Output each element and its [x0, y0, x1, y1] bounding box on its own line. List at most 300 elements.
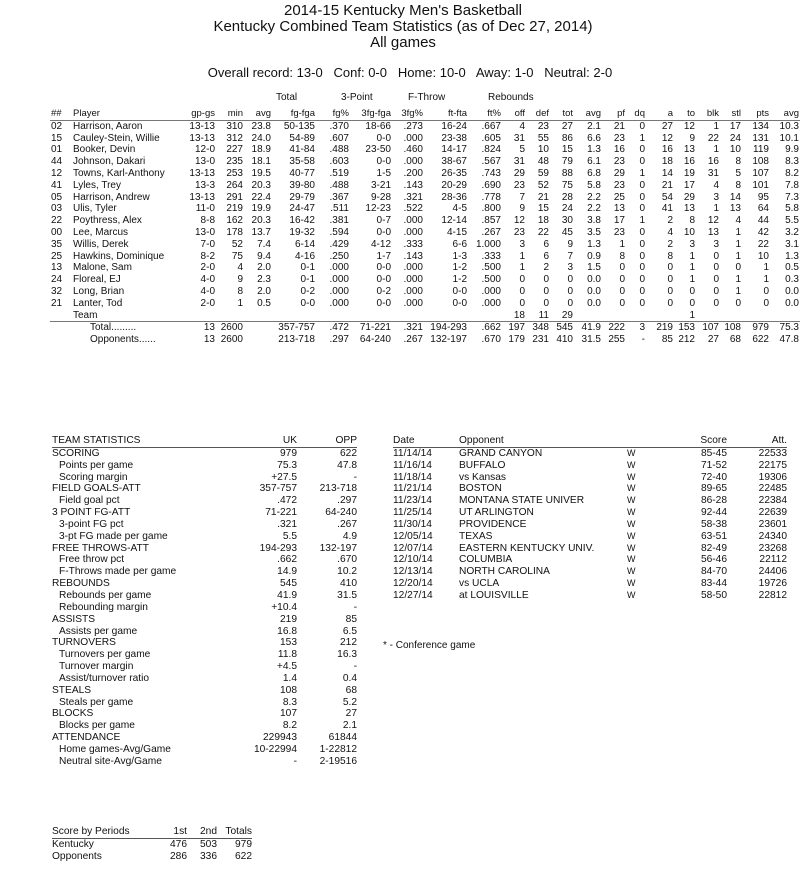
opponents-row-cell: 132-197 [430, 334, 467, 346]
player-cell: 0 [667, 297, 673, 309]
player-cell: .321 [403, 191, 423, 203]
player-cell: 0 [639, 203, 645, 215]
game-result: W [627, 447, 636, 458]
player-cell: 101 [752, 179, 769, 191]
total-row-cell: .321 [392, 322, 424, 334]
player-cell: 0.0 [785, 297, 799, 309]
team-stat-row [52, 602, 357, 614]
player-cell: 1 [519, 250, 525, 262]
col-header-16: dq [634, 108, 645, 119]
team-stat-label: 3-point FG pct [59, 518, 124, 530]
player-cell: .743 [481, 167, 501, 179]
player-cell: 8 [689, 215, 695, 227]
player-cell: 0 [639, 250, 645, 262]
player-cell: 17 [683, 179, 695, 191]
player-cell: 8 [735, 156, 741, 168]
player-cell: 1 [619, 238, 625, 250]
player-cell: 19 [683, 167, 695, 179]
opponents-row-cell: .670 [481, 334, 501, 346]
team-stat-opp: 27 [345, 708, 357, 720]
player-cell: 0 [567, 274, 573, 286]
group-rebounds-label: Rebounds [488, 92, 534, 103]
team-stat-uk: 194-293 [259, 542, 297, 554]
game-date: 11/14/14 [393, 447, 432, 459]
player-cell: 22 [51, 215, 63, 227]
team-stat-opp: - [353, 471, 357, 483]
game-opponent: GRAND CANYON [459, 447, 543, 459]
total-row-cell: 357-757 [272, 322, 316, 334]
schedule-row [393, 507, 787, 519]
opponents-row-cell: 179 [508, 334, 525, 346]
player-cell: .143 [403, 179, 423, 191]
team-stat-label: SCORING [52, 447, 100, 459]
player-cell: 55 [537, 132, 549, 144]
player-cell: 1-2 [452, 274, 467, 286]
player-cell: 13 [707, 226, 719, 238]
player-cell: 1 [689, 262, 695, 274]
conference-note: * - Conference game [383, 640, 476, 651]
player-cell: 0 [667, 262, 673, 274]
player-cell: .267 [481, 226, 501, 238]
total-row-cell: .662 [468, 322, 502, 334]
team-stat-uk: 229943 [263, 732, 297, 744]
team-row-cell [174, 310, 216, 322]
player-cell: 41-84 [289, 144, 315, 156]
player-cell: 48 [537, 156, 549, 168]
player-cell: 20.3 [251, 215, 271, 227]
team-stat-opp: 4.9 [342, 530, 357, 542]
team-stat-label: Home games-Avg/Game [59, 743, 171, 755]
game-opponent: vs Kansas [459, 471, 506, 483]
player-cell: .000 [403, 226, 423, 238]
player-cell: 0 [639, 262, 645, 274]
game-attendance: 22812 [758, 589, 787, 601]
player-cell: 5.8 [587, 179, 601, 191]
player-cell: 22 [707, 132, 719, 144]
team-row-cell [216, 310, 244, 322]
team-stat-label: Free throw pct [59, 554, 125, 566]
player-cell: 22.4 [251, 191, 271, 203]
periods-cell: Opponents [52, 851, 102, 862]
player-cell: 31 [707, 167, 719, 179]
player-cell: 0 [639, 274, 645, 286]
total-row-cell: 75.3 [770, 322, 800, 334]
player-cell: .488 [329, 179, 349, 191]
player-cell: 0 [543, 274, 549, 286]
player-cell: 35 [51, 238, 63, 250]
player-cell: 4-0 [200, 285, 215, 297]
player-cell: 23 [613, 226, 625, 238]
player-row [50, 274, 800, 286]
team-stat-opp: 213-718 [319, 483, 357, 495]
player-cell: .000 [403, 215, 423, 227]
player-cell: 9 [237, 274, 243, 286]
player-cell: 16 [661, 144, 673, 156]
player-cell: .857 [481, 215, 501, 227]
player-cell: 9.4 [257, 250, 271, 262]
schedule-row [393, 543, 787, 555]
player-cell: .000 [481, 297, 501, 309]
player-cell: .000 [329, 297, 349, 309]
player-cell: 4-12 [370, 238, 391, 250]
total-row-cell: 107 [696, 322, 720, 334]
player-cell: 0 [639, 226, 645, 238]
player-cell: 44 [51, 156, 63, 168]
team-stat-label: 3-pt FG made per game [59, 530, 168, 542]
team-stat-uk: .662 [277, 554, 297, 566]
team-stat-uk: 75.3 [277, 459, 297, 471]
game-result: W [627, 554, 636, 565]
team-stat-uk: 16.8 [277, 625, 297, 637]
player-cell: .500 [481, 262, 501, 274]
periods-2nd-header: 2nd [187, 826, 217, 839]
player-cell: 64 [757, 203, 769, 215]
team-row-cell: 1 [689, 309, 695, 321]
player-cell: 2.0 [257, 285, 271, 297]
player-cell: 1.3 [587, 144, 601, 156]
player-cell: 44 [757, 215, 769, 227]
player-cell: 312 [226, 132, 243, 144]
player-cell: 21 [537, 191, 549, 203]
opponents-row-cell: - [641, 334, 645, 346]
player-cell: 28-36 [441, 191, 467, 203]
player-cell: 17 [613, 215, 625, 227]
player-cell: 10 [537, 144, 549, 156]
player-cell: 0 [543, 297, 549, 309]
report-subtitle: Kentucky Combined Team Statistics (as of Dec 27, 2014) [213, 18, 593, 35]
player-cell: 0.0 [587, 285, 601, 297]
player-table-body [50, 120, 800, 346]
player-cell: 18.1 [251, 156, 271, 168]
player-cell: 12-14 [441, 215, 467, 227]
col-header-4: avg [255, 108, 271, 119]
team-stat-row [52, 472, 357, 484]
player-cell: 29 [683, 191, 695, 203]
team-stat-opp: 5.2 [342, 696, 357, 708]
player-cell: 42 [757, 226, 769, 238]
player-cell: .000 [403, 285, 423, 297]
team-stats-opp-header: OPP [297, 435, 357, 447]
player-cell: 27 [550, 120, 574, 132]
player-cell: 24 [561, 203, 573, 215]
team-row-cell [770, 310, 800, 322]
periods-header [52, 826, 252, 839]
player-cell: 0.3 [785, 274, 799, 286]
game-opponent: MONTANA STATE UNIVER [459, 495, 585, 507]
team-stat-uk: 979 [280, 447, 297, 459]
player-cell: 16-24 [424, 120, 468, 132]
player-cell: 23 [613, 132, 625, 144]
opponents-row-cell: 2600 [220, 334, 243, 346]
team-stat-opp: 85 [345, 613, 357, 625]
player-cell: 4 [502, 120, 526, 132]
player-cell: 75 [561, 179, 573, 191]
team-stat-opp: 622 [340, 447, 357, 459]
schedule-row [393, 495, 787, 507]
game-score: 86-28 [700, 495, 727, 507]
player-cell: 11-0 [195, 203, 215, 215]
player-cell: 0-2 [300, 285, 315, 297]
game-date: 11/25/14 [393, 507, 432, 519]
player-cell: 119 [753, 144, 769, 156]
game-date: 12/05/14 [393, 530, 433, 542]
player-cell: 0 [689, 285, 695, 297]
player-cell: 0 [567, 285, 573, 297]
team-stat-uk: 1.4 [282, 672, 297, 684]
player-cell: .800 [481, 203, 501, 215]
schedule-att-header: Att. [727, 435, 787, 447]
player-cell: .000 [403, 132, 423, 144]
player-cell: 1.000 [475, 238, 501, 250]
periods-cell: Kentucky [52, 839, 94, 850]
player-cell: 16 [613, 144, 625, 156]
player-cell: 18 [537, 215, 549, 227]
player-cell: 1 [713, 144, 719, 156]
opponents-row-cell: Opponents...... [90, 334, 156, 346]
player-cell: 4-15 [446, 226, 467, 238]
player-stats-table [50, 108, 800, 346]
game-result: W [627, 578, 636, 589]
player-cell: 03 [51, 203, 63, 215]
player-cell: 0 [713, 274, 719, 286]
player-cell: .000 [403, 262, 423, 274]
game-opponent: NORTH CAROLINA [459, 566, 550, 578]
player-cell: .522 [403, 203, 423, 215]
col-header-9: ft-fta [447, 108, 467, 119]
team-row-cell: Team [73, 309, 98, 321]
player-cell: 1-7 [376, 250, 391, 262]
player-table-header [50, 108, 800, 120]
player-cell: 52 [537, 179, 549, 191]
game-date: 12/20/14 [393, 578, 433, 590]
player-cell: 26-35 [441, 167, 467, 179]
player-cell: 31 [513, 156, 525, 168]
player-cell: 8 [735, 179, 741, 191]
game-date: 12/10/14 [393, 554, 433, 566]
team-row-cell [272, 310, 316, 322]
player-cell: 18-66 [350, 120, 392, 132]
player-cell: 1 [696, 120, 720, 132]
player-cell: 15 [561, 144, 573, 156]
team-stat-uk: 107 [280, 708, 297, 720]
team-stat-opp: 64-240 [325, 507, 357, 519]
player-cell: 253 [226, 167, 243, 179]
game-opponent: vs UCLA [459, 578, 500, 590]
player-cell: 0 [639, 191, 645, 203]
player-cell: 75 [231, 250, 243, 262]
player-cell: 0 [639, 297, 645, 309]
player-cell: 2.1 [574, 120, 602, 132]
player-cell: 1 [639, 215, 645, 227]
team-stat-opp: 47.8 [337, 459, 357, 471]
player-cell: 12-0 [194, 144, 215, 156]
team-row-cell: 18 [513, 309, 525, 321]
team-stat-opp: 16.3 [337, 649, 357, 661]
player-cell: 108 [752, 156, 769, 168]
schedule-row [393, 566, 787, 578]
col-header-6: fg% [332, 108, 349, 119]
team-stat-uk: - [293, 755, 297, 767]
player-cell: 0.9 [587, 250, 601, 262]
game-score: 89-65 [700, 483, 727, 495]
player-cell: Towns, Karl-Anthony [73, 167, 165, 179]
total-row-cell: .472 [316, 322, 350, 334]
game-attendance: 22175 [758, 459, 787, 471]
game-attendance: 19306 [758, 471, 787, 483]
player-cell: 0.0 [785, 285, 799, 297]
player-cell: 2.0 [257, 262, 271, 274]
game-score: 82-49 [700, 542, 727, 554]
game-result: W [627, 459, 636, 470]
player-cell: 23 [526, 120, 550, 132]
player-cell: 3.5 [587, 226, 601, 238]
team-row-cell [392, 310, 424, 322]
game-attendance: 23601 [758, 518, 787, 530]
player-cell: 9-28 [370, 191, 391, 203]
player-cell: 13.7 [251, 226, 271, 238]
total-row-cell: 979 [742, 322, 770, 334]
game-score: 92-44 [700, 507, 727, 519]
player-cell: 20-29 [441, 179, 467, 191]
team-row-cell [316, 310, 350, 322]
player-cell: 1 [639, 167, 645, 179]
team-stats-uk-header: UK [222, 435, 297, 447]
game-date: 11/21/14 [393, 483, 432, 495]
player-cell: 0 [619, 285, 625, 297]
player-cell: 9.9 [785, 144, 799, 156]
game-attendance: 24340 [758, 530, 787, 542]
team-stat-label: Turnover margin [59, 661, 134, 673]
player-cell: 7-0 [200, 238, 215, 250]
team-stat-uk: 153 [280, 637, 297, 649]
player-cell: 54-89 [289, 132, 315, 144]
team-stat-opp: 68 [345, 684, 357, 696]
player-cell: Lyles, Trey [73, 179, 121, 191]
player-cell: 3.1 [785, 238, 799, 250]
player-cell: 10 [757, 250, 769, 262]
total-row-cell: 2600 [216, 322, 244, 334]
game-attendance: 23268 [758, 542, 787, 554]
player-cell: 14 [729, 191, 741, 203]
game-score: 58-38 [700, 518, 727, 530]
team-row-cell [424, 310, 468, 322]
player-cell: .824 [481, 144, 501, 156]
team-row-cell: 11 [538, 309, 549, 321]
player-cell: .000 [403, 274, 423, 286]
player-cell: 0 [639, 156, 645, 168]
schedule-row [393, 590, 787, 602]
team-stat-label: BLOCKS [52, 708, 94, 720]
game-attendance: 22384 [758, 495, 787, 507]
player-cell: 4 [735, 215, 741, 227]
player-cell: .367 [329, 191, 349, 203]
opponents-row-cell [50, 334, 72, 346]
player-cell: 8 [619, 250, 625, 262]
col-header-3: min [227, 108, 243, 119]
col-header-5: fg-fga [290, 108, 315, 119]
player-cell: 9 [689, 132, 695, 144]
team-stat-uk: 14.9 [277, 566, 297, 578]
team-stat-row [52, 554, 357, 566]
player-cell: 54 [661, 191, 673, 203]
player-cell: 14 [661, 167, 673, 179]
player-cell: 8 [667, 250, 673, 262]
col-header-14: avg [585, 108, 601, 119]
player-cell: .567 [481, 156, 501, 168]
team-stat-row [52, 566, 357, 578]
team-stat-opp: - [353, 601, 357, 613]
player-cell: 01 [51, 144, 63, 156]
opponents-row-cell: 212 [678, 334, 695, 346]
team-stat-row [52, 697, 357, 709]
team-stats-title: TEAM STATISTICS [52, 435, 222, 447]
player-cell: 0-0 [300, 297, 315, 309]
opponents-row-cell: 622 [752, 334, 769, 346]
player-cell: 1 [237, 297, 243, 309]
total-row-cell [244, 322, 272, 334]
player-cell: 23-50 [365, 144, 391, 156]
player-cell: 30 [561, 215, 573, 227]
player-cell: 15 [537, 203, 549, 215]
player-cell: 1 [763, 262, 769, 274]
player-cell: 18.9 [251, 144, 271, 156]
player-cell: 40-77 [289, 167, 315, 179]
player-cell: 19-32 [289, 226, 315, 238]
team-stat-label: F-Throws made per game [59, 566, 177, 578]
player-cell: Lee, Marcus [73, 226, 129, 238]
player-cell: 95 [757, 191, 769, 203]
game-opponent: UT ARLINGTON [459, 507, 534, 519]
player-cell: 24.0 [251, 132, 271, 144]
player-cell: 0 [519, 274, 525, 286]
player-cell: 1-3 [452, 250, 467, 262]
total-row-cell: 108 [720, 322, 742, 334]
player-cell: 5.8 [785, 203, 799, 215]
opponents-row-cell: 231 [532, 334, 549, 346]
player-cell: 86 [561, 132, 573, 144]
schedule-row [393, 578, 787, 590]
game-date: 12/07/14 [393, 542, 433, 554]
player-cell: 13 [729, 203, 741, 215]
opponents-row-cell: 213-718 [278, 334, 315, 346]
player-cell: 23.8 [244, 120, 272, 132]
col-header-13: tot [562, 108, 573, 119]
team-stat-label: Assist/turnover ratio [59, 672, 150, 684]
team-stat-opp: .297 [337, 495, 357, 507]
game-attendance: 19726 [758, 578, 787, 590]
team-stat-row [52, 614, 357, 626]
player-cell: 0.5 [257, 297, 271, 309]
player-cell: 5.5 [785, 215, 799, 227]
game-date: 12/27/14 [393, 589, 433, 601]
player-row [50, 203, 800, 215]
periods-row [52, 851, 252, 863]
game-result: W [627, 507, 636, 518]
player-cell: 0-1 [300, 262, 315, 274]
player-cell: 24 [729, 132, 741, 144]
player-cell: 8-8 [200, 215, 215, 227]
team-stat-opp: 132-197 [319, 542, 357, 554]
team-row-cell [602, 310, 626, 322]
player-cell: 20.3 [251, 179, 271, 191]
player-cell: 12 [674, 120, 696, 132]
team-stat-row [52, 756, 357, 768]
player-cell: 52 [231, 238, 243, 250]
player-cell: .000 [329, 285, 349, 297]
player-cell: 6 [543, 250, 549, 262]
player-cell: 24 [51, 274, 63, 286]
team-stat-uk: 5.5 [282, 530, 297, 542]
